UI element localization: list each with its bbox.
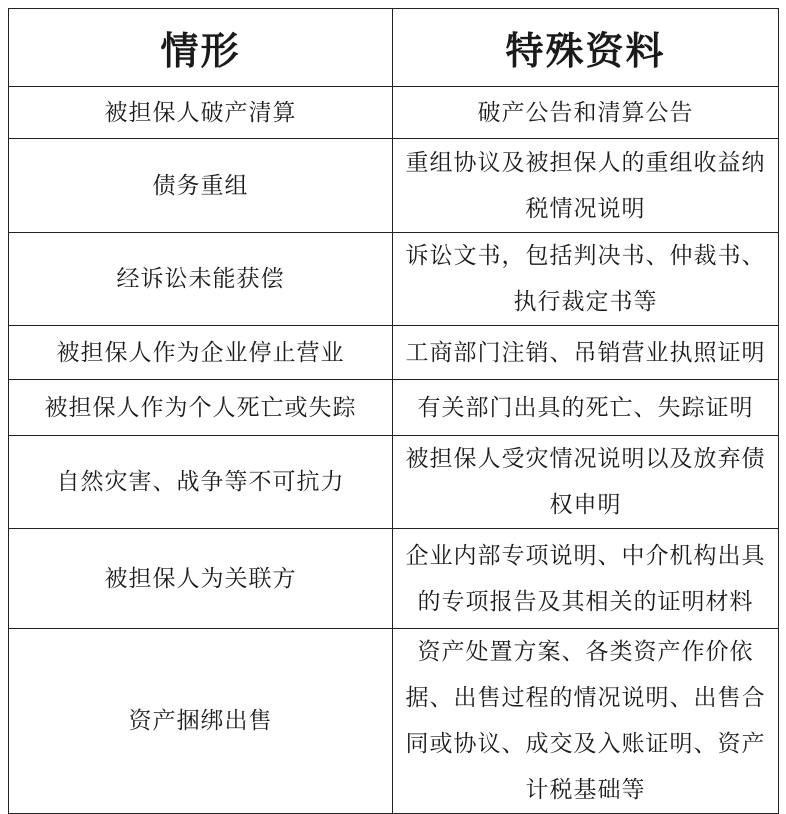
materials-cell: 资产处置方案、各类资产作价依据、出售过程的情况说明、出售合同或协议、成交及入账证明、资产计税基础等 [393, 629, 779, 814]
materials-cell: 重组协议及被担保人的重组收益纳税情况说明 [393, 139, 779, 233]
materials-cell: 企业内部专项说明、中介机构出具的专项报告及其相关的证明材料 [393, 529, 779, 629]
situation-cell: 被担保人破产清算 [9, 87, 393, 139]
table-row [9, 629, 779, 814]
situation-cell: 被担保人作为企业停止营业 [9, 326, 393, 380]
table-row [9, 139, 779, 233]
table-row [9, 380, 779, 436]
table-row [9, 233, 779, 326]
table-row [9, 529, 779, 629]
materials-cell: 诉讼文书，包括判决书、仲裁书、执行裁定书等 [393, 233, 779, 326]
table-row [9, 326, 779, 380]
table-header-row [9, 9, 779, 87]
situation-cell: 被担保人为关联方 [9, 529, 393, 629]
materials-cell: 破产公告和清算公告 [393, 87, 779, 139]
situation-cell: 债务重组 [9, 139, 393, 233]
situation-cell: 资产捆绑出售 [9, 629, 393, 814]
table-row [9, 87, 779, 139]
materials-cell: 有关部门出具的死亡、失踪证明 [393, 380, 779, 436]
materials-cell: 工商部门注销、吊销营业执照证明 [393, 326, 779, 380]
situation-cell: 被担保人作为个人死亡或失踪 [9, 380, 393, 436]
special-materials-table [8, 8, 779, 814]
header-special-materials: 特殊资料 [393, 9, 779, 87]
table-row [9, 436, 779, 529]
situation-cell: 经诉讼未能获偿 [9, 233, 393, 326]
materials-cell: 被担保人受灾情况说明以及放弃债权申明 [393, 436, 779, 529]
situation-cell: 自然灾害、战争等不可抗力 [9, 436, 393, 529]
header-situation: 情形 [9, 9, 393, 87]
special-materials-table-container [8, 8, 778, 814]
